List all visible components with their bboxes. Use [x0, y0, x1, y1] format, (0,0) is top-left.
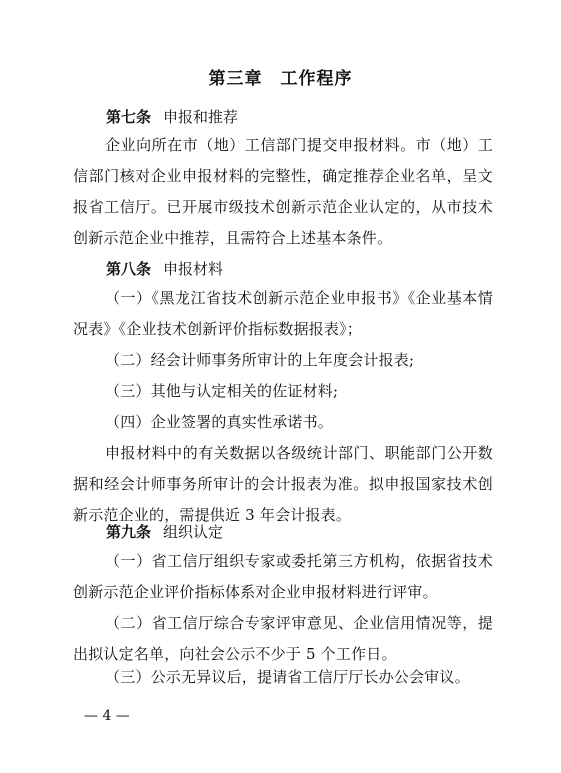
article-8-item-1: （一）《黑龙江省技术创新示范企业申报书》《企业基本情况表》《企业技术创新评价指标数据报表》；: [73, 289, 493, 338]
article-8-item-2: （二）经会计师事务所审计的上年度会计报表;: [105, 351, 415, 369]
article-9-item-1: （一）省工信厅组织专家或委托第三方机构，依据省技术创新示范企业评价指标体系对企业申报材料进行评审。: [73, 552, 493, 601]
article-8-heading: [106, 258, 223, 279]
article-7-paragraph-1: 企业向所在市（地）工信部门提交申报材料。市（地）工信部门核对企业申报材料的完整性，确定推荐企业名单，呈文报省工信厅。已开展市级技术创新示范企业认定的，从市技术创新示范企业中推荐，且需符合上述基本条件。: [73, 136, 493, 247]
article-7-number: 第七条: [106, 108, 152, 126]
article-7-heading: [106, 106, 238, 127]
article-9-heading: [106, 521, 223, 542]
article-8-number: 第八条: [106, 260, 152, 278]
page-number: — 4 —: [84, 708, 130, 724]
article-8-item-3: （三）其他与认定相关的佐证材料;: [105, 382, 339, 400]
article-8-title: 申报材料: [163, 260, 224, 278]
article-9-title: 组织认定: [163, 523, 224, 541]
article-9-item-3: （三）公示无异议后，提请省工信厅厅长办公会审议。: [105, 668, 470, 686]
chapter-title: 第三章 工作程序: [208, 69, 353, 89]
article-9-item-2: （二）省工信厅综合专家评审意见、企业信用情况等，提出拟认定名单，向社会公示不少于 5 个工作日。: [73, 614, 493, 663]
article-8-paragraph-5: 申报材料中的有关数据以各级统计部门、职能部门公开数据和经会计师事务所审计的会计报表为准。拟申报国家技术创新示范企业的，需提供近 3 年会计报表。: [73, 444, 493, 524]
article-7-title: 申报和推荐: [163, 108, 239, 126]
article-8-item-4: （四）企业签署的真实性承诺书。: [105, 413, 334, 431]
article-9-number: 第九条: [106, 523, 152, 541]
